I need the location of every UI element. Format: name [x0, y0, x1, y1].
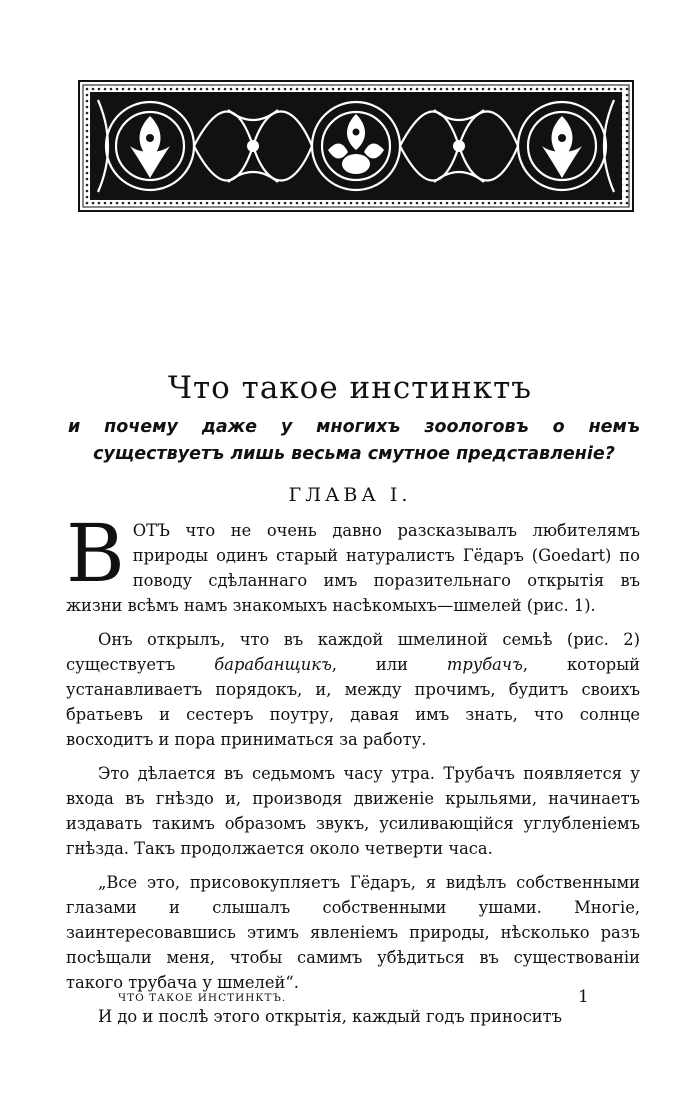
paragraph-4: „Все это, присовокупляетъ Гёдаръ, я видѣлъ собственными глазами и слышалъ собственными ушами. Многіе, заинтересовавшись этимъ явленіемъ природы, нѣсколько разъ посѣщали меня, чтобы самимъ убѣдиться въ существованіи такого трубача у шмелей“.: [66, 873, 640, 992]
emphasis-trumpeter: трубачъ: [446, 655, 523, 674]
page-subtitle: и почему даже у многихъ зоологовъ о немъ существуетъ лишь весьма смутное представленіе?: [68, 417, 640, 464]
paragraph-1-text: ОТЪ что не очень давно разсказывалъ любителямъ природы одинъ старый натуралистъ Гёдаръ (Goedart) по поводу сдѣланнаго имъ поразительнаго открытія въ жизни всѣмъ намъ знакомыхъ насѣкомыхъ—шмелей (рис. 1).: [66, 521, 640, 615]
page-title: Что такое инстинктъ: [168, 370, 532, 406]
paragraph-2: Онъ открылъ, что въ каждой шмелиной семьѣ (рис. 2) существуетъ барабанщикъ, или трубачъ, который устанавливаетъ порядокъ, и, между прочимъ, будитъ своихъ братьевъ и сестеръ поутру, давая имъ знать, что солнце восходитъ и пора приниматься за работу.: [66, 630, 640, 749]
emphasis-drummer: барабанщикъ: [214, 655, 332, 674]
drop-cap: В: [66, 507, 125, 600]
chapter-heading: ГЛАВА I.: [288, 484, 412, 506]
page-number: 1: [578, 987, 589, 1007]
paragraph-1: [66, 507, 640, 618]
running-title: ЧТО ТАКОЕ ИНСТИНКТЪ.: [118, 992, 287, 1004]
ornamental-headpiece: [78, 80, 634, 212]
paragraph-3: Это дѣлается въ седьмомъ часу утра. Трубачъ появляется у входа въ гнѣздо и, производя движеніе крыльями, начинаетъ издавать такимъ образомъ звукъ, усиливающійся углубленіемъ гнѣзда. Такъ продолжается около четверти часа.: [66, 764, 640, 858]
paragraph-5: И до и послѣ этого открытія, каждый годъ приноситъ: [98, 1007, 563, 1026]
body-text: [66, 507, 640, 1029]
